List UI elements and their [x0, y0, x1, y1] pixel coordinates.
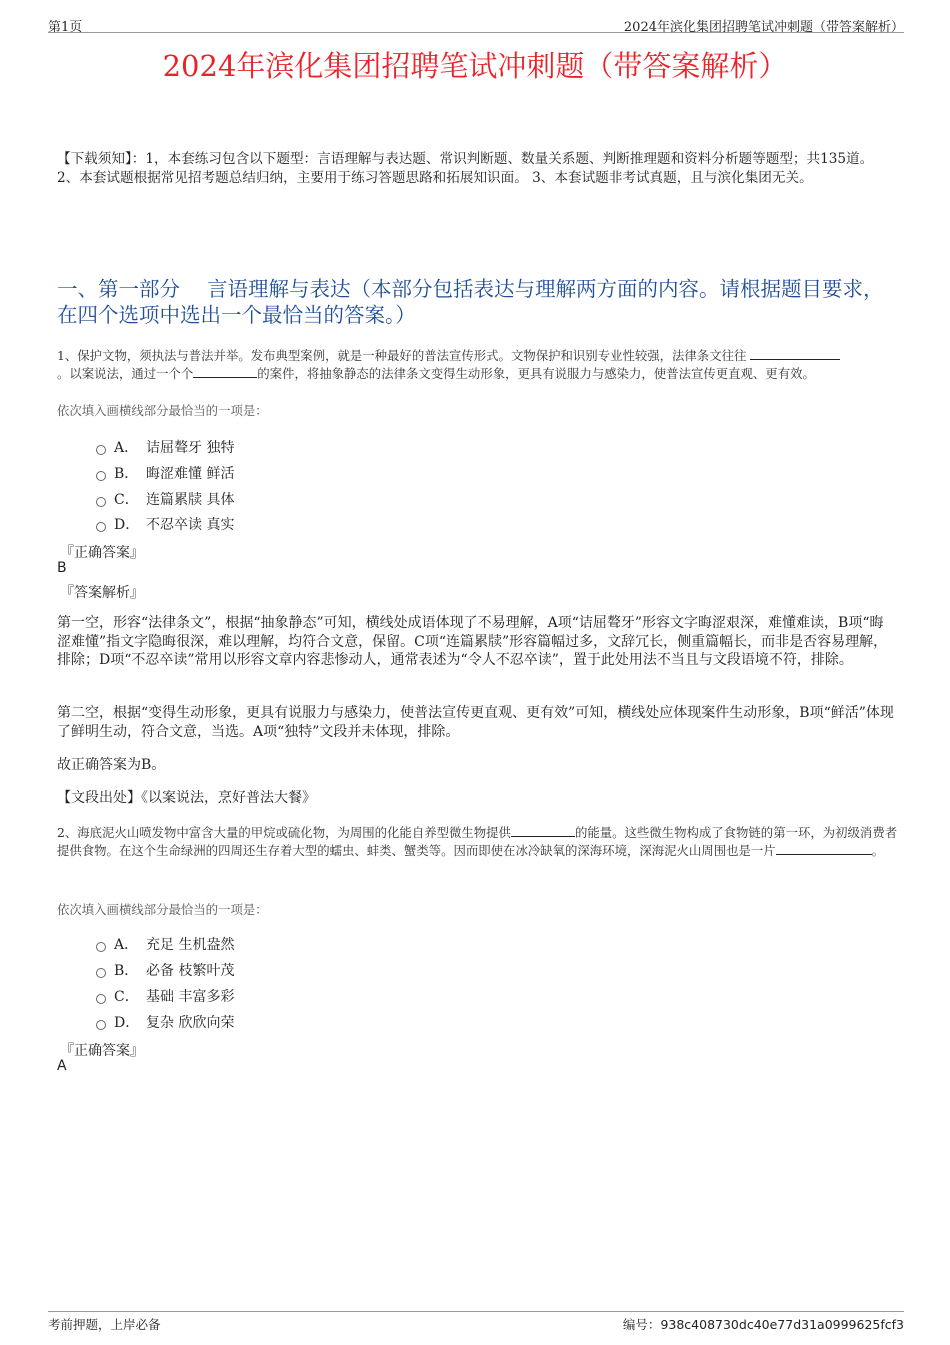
correct-answer-label: 『正确答案』	[60, 545, 144, 561]
option-d[interactable]	[96, 514, 234, 534]
option-letter: D．	[114, 1015, 140, 1031]
option-letter: C．	[114, 492, 139, 508]
footer-code-value: 938c408730dc40e77d31a0999625fcf3	[660, 1317, 904, 1332]
radio-icon[interactable]	[96, 471, 106, 481]
question-2-text-b: 的能量。这些微生物构成了食物链的第一环，为初级消费者提供食物。在这个生命绿洲的四周还生存着大型的蠕虫、蚌类、蟹类等。因而即使在冰冷缺氧的深海环境，深海泥火山周围也是一片	[57, 825, 898, 858]
page-number: 第1页	[48, 20, 83, 35]
option-letter: B．	[114, 963, 139, 979]
option-b[interactable]	[96, 463, 234, 483]
download-notice: 【下载须知】：1，本套练习包含以下题型：言语理解与表达题、常识判断题、数量关系题、判断推理题和资料分析题等题型；共135道。 2、本套试题根据常见招考题总结归纳，主要用于练习答题思路和拓展知识面。 3、本套试题非考试真题，且与滨化集团无关。	[57, 151, 874, 186]
analysis-label: 『答案解析』	[60, 585, 144, 601]
option-letter: A．	[114, 440, 139, 456]
question-1-text-b: 。以案说法，通过一个个	[57, 366, 194, 381]
analysis-paragraph-1: 第一空，形容“法律条文”，根据“抽象静态”可知，横线处成语体现了不易理解，A项“诘屈聱牙”形容文字晦涩艰深，难懂难读，B项“晦涩难懂”指文字隐晦很深，难以理解，均符合文意，保留。C项“连篇累牍”形容篇幅过多，文辞冗长，侧重篇幅长，而非是否容易理解，排除；D项“不忍卒读”常用以形容文章内容悲惨动人，通常表述为“令人不忍卒读”，置于此处用法不当且与文段语境不符，排除。	[57, 615, 888, 668]
option-text: 必备 枝繁叶茂	[146, 963, 235, 979]
option-text: 诘屈聱牙 独特	[146, 440, 235, 456]
correct-answer: A	[57, 1058, 67, 1074]
option-b[interactable]	[96, 960, 234, 980]
blank-line	[776, 842, 872, 855]
analysis-paragraph-3: 故正确答案为B。	[57, 757, 166, 773]
question-1-text	[57, 347, 899, 383]
radio-icon[interactable]	[96, 1020, 106, 1030]
option-letter: A．	[114, 937, 139, 953]
option-text: 不忍卒读 真实	[146, 517, 235, 533]
option-c[interactable]	[96, 489, 234, 509]
section-heading: 一、第一部分 言语理解与表达（本部分包括表达与理解两方面的内容。请根据题目要求，在四个选项中选出一个最恰当的答案。）	[57, 277, 884, 327]
option-text: 晦涩难懂 鲜活	[146, 466, 235, 482]
radio-icon[interactable]	[96, 942, 106, 952]
blank-line	[750, 347, 840, 360]
option-text: 连篇累牍 具体	[146, 492, 235, 508]
option-a[interactable]	[96, 934, 234, 954]
page-header	[48, 14, 904, 33]
correct-answer-label: 『正确答案』	[60, 1043, 144, 1059]
option-letter: D．	[114, 517, 140, 533]
source-citation: 【文段出处】《以案说法，烹好普法大餐》	[57, 790, 316, 806]
option-a[interactable]	[96, 437, 234, 457]
question-2-text-a: 2、海底泥火山喷发物中富含大量的甲烷或硫化物，为周围的化能自养型微生物提供	[57, 825, 511, 840]
analysis-paragraph-2: 第二空，根据“变得生动形象，更具有说服力与感染力，使普法宣传更直观、更有效”可知，横线处应体现案件生动形象，B项“鲜活”体现了鲜明生动，符合文意，当选。A项“独特”文段并未体现，排除。	[57, 705, 894, 740]
question-1-text-c: 的案件，将抽象静态的法律条文变得生动形象，更具有说服力与感染力，使普法宣传更直观、更有效。	[257, 366, 815, 381]
radio-icon[interactable]	[96, 522, 106, 532]
page-footer	[48, 1311, 904, 1332]
option-c[interactable]	[96, 986, 234, 1006]
footer-code	[623, 1315, 904, 1333]
question-2-text-c: 。	[871, 843, 885, 858]
option-text: 复杂 欣欣向荣	[146, 1015, 235, 1031]
radio-icon[interactable]	[96, 994, 106, 1004]
page-title: 2024年滨化集团招聘笔试冲刺题（带答案解析）	[162, 49, 788, 83]
radio-icon[interactable]	[96, 497, 106, 507]
option-letter: C．	[114, 989, 139, 1005]
option-d[interactable]	[96, 1012, 234, 1032]
footer-slogan: 考前押题，上岸必备	[48, 1317, 161, 1332]
footer-code-label: 编号：	[622, 1317, 661, 1332]
header-doc-title: 2024年滨化集团招聘笔试冲刺题（带答案解析）	[623, 20, 904, 35]
question-2-text	[57, 824, 899, 860]
question-2-hint: 依次填入画横线部分最恰当的一项是：	[57, 902, 268, 917]
question-1-text-a: 1、保护文物，须执法与普法并举。发布典型案例，就是一种最好的普法宣传形式。文物保护和识别专业性较强，法律条文往往	[57, 348, 747, 363]
question-1-hint: 依次填入画横线部分最恰当的一项是：	[57, 403, 268, 418]
option-text: 基础 丰富多彩	[146, 989, 235, 1005]
blank-line	[193, 365, 257, 378]
option-letter: B．	[114, 466, 139, 482]
option-text: 充足 生机盎然	[146, 937, 235, 953]
radio-icon[interactable]	[96, 968, 106, 978]
radio-icon[interactable]	[96, 445, 106, 455]
blank-line	[511, 824, 575, 837]
correct-answer: B	[57, 560, 67, 576]
